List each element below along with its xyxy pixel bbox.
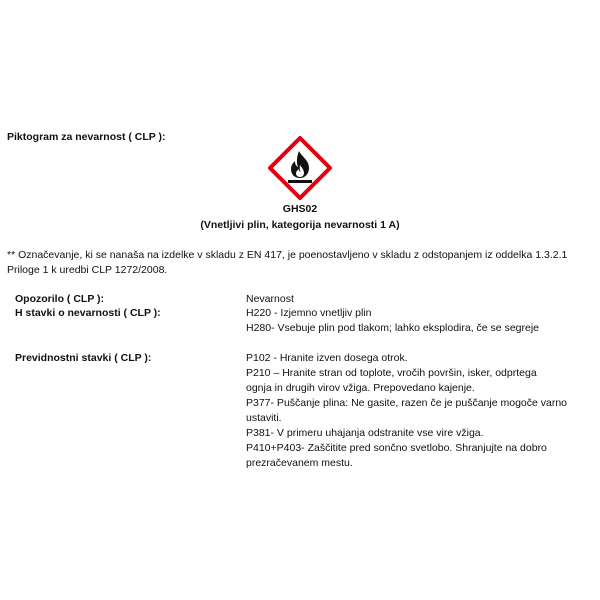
precautionary-statement-line: P377- Puščanje plina: Ne gasite, razen če je puščanje mogoče varno (246, 397, 568, 409)
precautionary-statement-line: P410+P403- Zaščitite pred sončno svetlobo. Shranjujte na dobro (246, 442, 547, 454)
note-line: ** Označevanje, ki se nanaša na izdelke v skladu z EN 417, je poenostavljeno v skladu z odstopanjem iz oddelka 1.3.2.1 (7, 249, 568, 261)
note-line: Priloge 1 k uredbi CLP 1272/2008. (7, 264, 168, 276)
precautionary-statement-line: P102 - Hranite izven dosega otrok. (246, 352, 408, 364)
precautionary-statement-line: ustaviti. (246, 412, 282, 424)
precautionary-statement-line: P381- V primeru uhajanja odstranite vse vire vžiga. (246, 427, 484, 439)
precautionary-statement-line: P210 – Hranite stran od toplote, vročih površin, isker, odprtega (246, 367, 537, 379)
labeling-note (7, 248, 593, 278)
precautionary-statements-label: Previdnostni stavki ( CLP ): (15, 352, 152, 364)
flame-icon (268, 136, 332, 200)
signal-word-value: Nevarnost (246, 293, 294, 305)
pictogram-caption: (Vnetljivi plin, kategorija nevarnosti 1 A) (200, 219, 400, 231)
section-heading: Piktogram za nevarnost ( CLP ): (7, 131, 166, 143)
hazard-statement: H280- Vsebuje plin pod tlakom; lahko eksplodira, če se segreje (246, 322, 540, 334)
hazard-statements-label: H stavki o nevarnosti ( CLP ): (15, 307, 161, 319)
precautionary-statement-line: prezračevanem mestu. (246, 457, 353, 469)
signal-word-label: Opozorilo ( CLP ): (15, 293, 105, 305)
pictogram-code: GHS02 (282, 203, 318, 215)
precautionary-statement-line: ognja in drugih virov vžiga. Prepovedano kajenje. (246, 382, 475, 394)
hazard-statement: H220 - Izjemno vnetljiv plin (246, 307, 372, 319)
